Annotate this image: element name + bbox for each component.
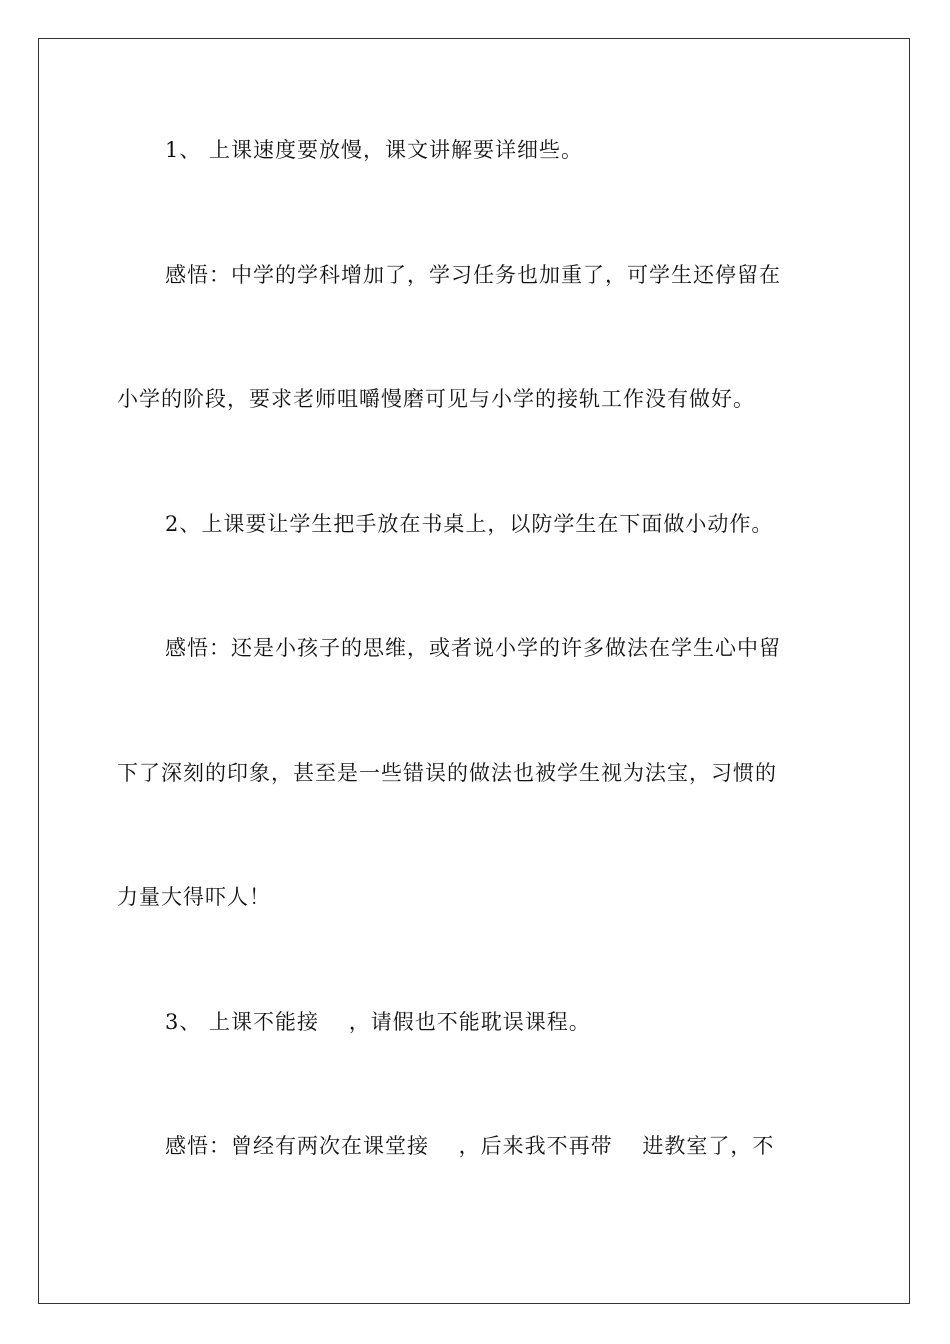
page-border [38, 38, 910, 1304]
paragraph-line-7: 力量大得吓人！ [117, 885, 271, 909]
paragraph-line-9: 感悟：曾经有两次在课堂接 ，后来我不再带 进教室了，不 [165, 1134, 775, 1158]
paragraph-line-8: 3、 上课不能接 ，请假也不能耽误课程。 [165, 1010, 591, 1034]
paragraph-line-1: 1、 上课速度要放慢，课文讲解要详细些。 [165, 138, 584, 162]
paragraph-line-3: 小学的阶段，要求老师咀嚼慢磨可见与小学的接轨工作没有做好。 [117, 387, 755, 411]
paragraph-line-6: 下了深刻的印象，甚至是一些错误的做法也被学生视为法宝，习惯的 [117, 761, 777, 785]
paragraph-line-5: 感悟：还是小孩子的思维，或者说小学的许多做法在学生心中留 [165, 636, 781, 660]
paragraph-line-2: 感悟：中学的学科增加了，学习任务也加重了，可学生还停留在 [165, 263, 781, 287]
paragraph-line-4: 2、上课要让学生把手放在书桌上，以防学生在下面做小动作。 [165, 512, 774, 536]
